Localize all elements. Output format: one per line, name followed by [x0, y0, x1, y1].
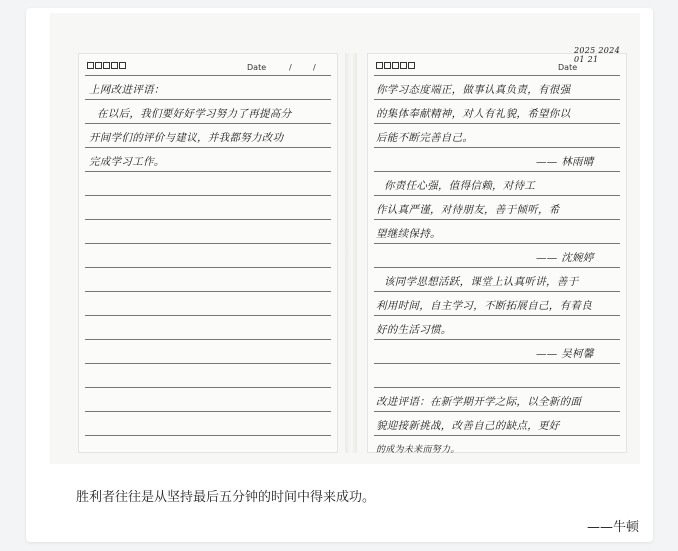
handwritten-line: 利用时间，自主学习，不断拓展自己，有着良 — [376, 300, 592, 312]
date-label: Date — [558, 63, 578, 72]
checkbox-icon — [111, 62, 118, 69]
ruled-line — [374, 99, 620, 100]
ruled-line — [85, 363, 331, 364]
ruled-line — [374, 315, 620, 316]
signature: —— 吴柯馨 — [536, 348, 594, 360]
handwritten-line: 该同学思想活跃，课堂上认真听讲，善于 — [384, 276, 579, 288]
ruled-line — [85, 339, 331, 340]
notebook-spine — [345, 53, 357, 453]
handwritten-line: 后能不断完善自己。 — [376, 132, 474, 144]
ruled-line — [374, 267, 620, 268]
ruled-line — [85, 75, 331, 76]
checkbox-icon — [103, 62, 110, 69]
handwritten-line: 在以后，我们要好好学习努力了再提高分 — [97, 108, 292, 120]
notebook-right-page — [367, 46, 627, 455]
ruled-line — [374, 387, 620, 388]
ruled-line — [374, 195, 620, 196]
quote-author: ——牛顿 — [586, 520, 639, 535]
handwritten-line: 貌迎接新挑战，改善自己的缺点，更好 — [376, 420, 560, 432]
ruled-line — [85, 315, 331, 316]
checkbox-icon — [384, 62, 391, 69]
ruled-line — [374, 363, 620, 364]
ruled-line — [85, 435, 331, 436]
ruled-line — [85, 243, 331, 244]
ruled-line — [85, 411, 331, 412]
date-slash: / — [289, 63, 292, 72]
signature: —— 林雨晴 — [536, 156, 594, 168]
notebook-left-page — [78, 53, 338, 453]
ruled-line — [85, 387, 331, 388]
ruled-line — [85, 171, 331, 172]
ruled-line — [85, 123, 331, 124]
handwritten-line: 好的生活习惯。 — [376, 324, 452, 336]
content-card — [26, 8, 653, 542]
handwritten-line: 完成学习工作。 — [89, 156, 165, 168]
handwritten-line: 你学习态度端正，做事认真负责，有很强 — [376, 84, 571, 96]
ruled-line — [374, 75, 620, 76]
handwritten-line: 望继续保持。 — [376, 228, 441, 240]
ruled-line — [374, 411, 620, 412]
ruled-line — [85, 195, 331, 196]
ruled-line — [374, 147, 620, 148]
checkbox-icon — [87, 62, 94, 69]
ruled-line — [374, 243, 620, 244]
page-checkbox-row — [376, 62, 415, 69]
handwritten-line: 开间学们的评价与建议，并我都努力改功 — [89, 132, 284, 144]
page-checkbox-row — [87, 62, 126, 69]
signature: —— 沈婉婷 — [536, 252, 594, 264]
checkbox-icon — [376, 62, 383, 69]
date-slash: / — [313, 63, 316, 72]
checkbox-icon — [119, 62, 126, 69]
date-label: Date — [247, 63, 267, 72]
handwritten-line: 你责任心强，值得信赖，对待工 — [384, 180, 536, 192]
ruled-line — [374, 291, 620, 292]
checkbox-icon — [408, 62, 415, 69]
ruled-line — [85, 267, 331, 268]
checkbox-icon — [95, 62, 102, 69]
ruled-line — [85, 219, 331, 220]
handwritten-line: 上网改进评语： — [89, 84, 165, 96]
quote-text: 胜利者往往是从坚持最后五分钟的时间中得来成功。 — [76, 490, 376, 505]
ruled-line — [374, 435, 620, 436]
ruled-line — [374, 219, 620, 220]
handwritten-line: 的成为未来而努力。 — [376, 445, 460, 455]
handwritten-line: 改进评语：在新学期开学之际，以全新的面 — [376, 396, 582, 408]
ruled-line — [374, 171, 620, 172]
handwritten-date: 2025 2024 01 21 — [574, 46, 620, 64]
ruled-line — [374, 123, 620, 124]
ruled-line — [374, 339, 620, 340]
handwritten-line: 作认真严谨，对待朋友，善于倾听，希 — [376, 204, 560, 216]
notebook-photo — [50, 13, 640, 464]
handwritten-line: 的集体奉献精神，对人有礼貌，希望你以 — [376, 108, 571, 120]
checkbox-icon — [392, 62, 399, 69]
ruled-line — [85, 147, 331, 148]
ruled-line — [85, 291, 331, 292]
ruled-line — [85, 99, 331, 100]
checkbox-icon — [400, 62, 407, 69]
